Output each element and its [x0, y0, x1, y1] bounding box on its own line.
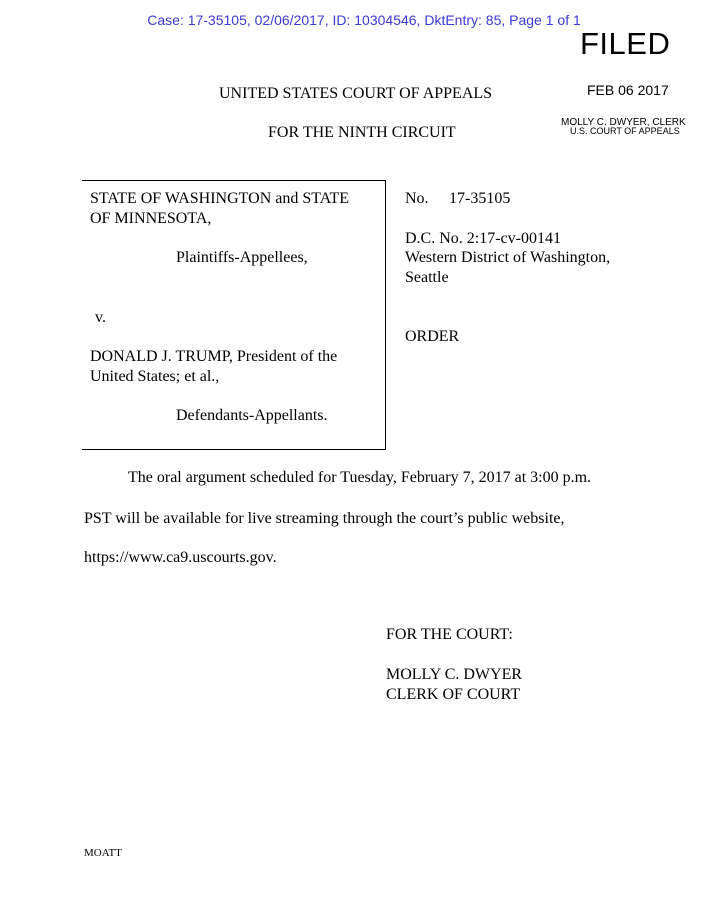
defendants-role: Defendants-Appellants.: [176, 407, 328, 424]
plaintiffs-line2: OF MINNESOTA,: [90, 210, 212, 227]
district-city: Seattle: [405, 269, 449, 286]
footer-initials: MOATT: [84, 847, 122, 859]
filed-stamp: FILED: [580, 26, 671, 61]
clerk-name: MOLLY C. DWYER: [386, 666, 523, 683]
district: Western District of Washington,: [405, 249, 611, 266]
plaintiffs-line1: STATE OF WASHINGTON and STATE: [90, 190, 350, 207]
for-the-court: FOR THE COURT:: [386, 626, 513, 643]
filed-date: FEB 06 2017: [587, 82, 669, 98]
court-title-line2: FOR THE NINTH CIRCUIT: [268, 124, 456, 141]
case-number: 17-35105: [449, 190, 511, 207]
dc-number: D.C. No. 2:17-cv-00141: [405, 230, 561, 247]
order-text-line3: https://www.ca9.uscourts.gov.: [84, 549, 277, 566]
clerk-name-stamp: MOLLY C. DWYER, CLERK: [561, 117, 686, 128]
clerk-title: CLERK OF COURT: [386, 686, 521, 703]
clerk-office-stamp: U.S. COURT OF APPEALS: [570, 126, 680, 136]
plaintiffs-role: Plaintiffs-Appellees,: [176, 249, 308, 266]
case-header-stamp: Case: 17-35105, 02/06/2017, ID: 10304546, DktEntry: 85, Page 1 of 1: [147, 12, 581, 28]
case-number-label: No.: [405, 190, 429, 207]
order-text-line1: The oral argument scheduled for Tuesday, February 7, 2017 at 3:00 p.m.: [128, 469, 592, 486]
defendants-line2: United States; et al.,: [90, 368, 220, 385]
defendants-line1: DONALD J. TRUMP, President of the: [90, 348, 338, 365]
court-title-line1: UNITED STATES COURT OF APPEALS: [219, 85, 493, 102]
versus: v.: [95, 309, 106, 326]
order-text-line2: PST will be available for live streaming through the court’s public website,: [84, 510, 565, 527]
document-type: ORDER: [405, 328, 460, 345]
